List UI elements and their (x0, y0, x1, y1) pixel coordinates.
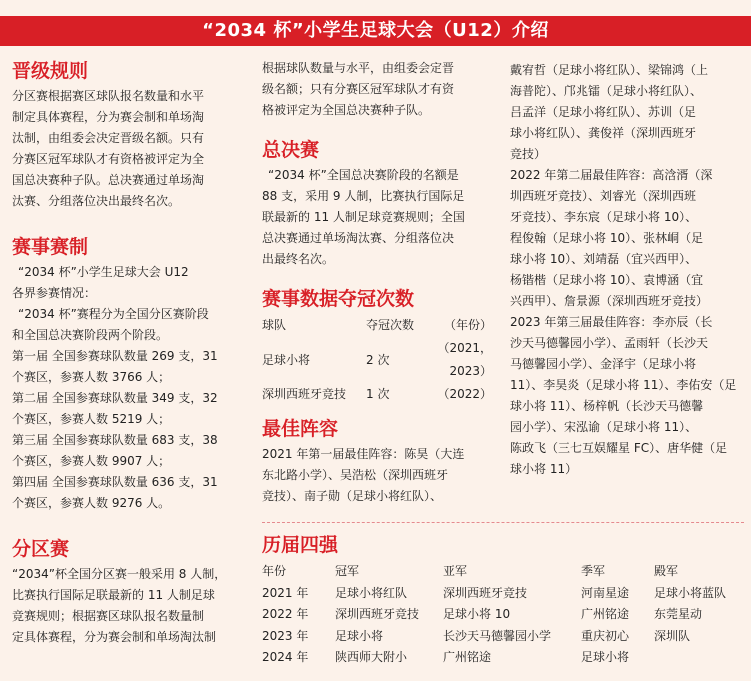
stats-table (262, 314, 492, 406)
best-line: 园小学）、宋泓谕（足球小将 11）、 (510, 420, 698, 434)
best-line: 牙竞技）、李东宸（足球小将 10）、 (510, 210, 698, 224)
section-promotion (12, 58, 244, 212)
table-cell: 足球小将 (262, 352, 311, 367)
division-line: 级名额；只有分赛区冠军球队才有资 (262, 82, 455, 96)
page-title: “2034 杯”小学生足球大会（U12）介绍 (202, 20, 549, 41)
section-top4 (262, 532, 744, 668)
edition-item (12, 388, 244, 430)
promotion-line: 制定具体赛程，分为赛会制和单场淘 (12, 110, 205, 124)
best-line: 2023 年第三届最佳阵容：李亦辰（长 (510, 315, 713, 329)
best-line: 竞技）、南子勋（足球小将红队）、 (262, 489, 443, 503)
finals-line: 88 支，采用 9 人制，比赛执行国际足 (262, 189, 465, 203)
edition-line: 第一届 全国参赛球队数量 269 支，31 (12, 349, 218, 363)
column-middle (262, 58, 492, 507)
edition-item (12, 346, 244, 388)
edition-item (12, 472, 244, 514)
best-line: 东北路小学）、吴浩松（深圳西班牙 (262, 468, 449, 482)
division-line: 格被评定为全国总决赛种子队。 (262, 103, 431, 117)
best-line: 2021 年第一届最佳阵容：陈昊（大连 (262, 447, 465, 461)
section-finals (262, 137, 492, 270)
edition-line: 第二届 全国参赛球队数量 349 支，32 (12, 391, 218, 405)
best-line: 杨锴楷（足球小将 10）、袁博涵（宜 (510, 273, 704, 287)
best-line: 竞技） (510, 147, 547, 161)
stats-heading: 赛事数据夺冠次数 (262, 288, 415, 310)
format-intro-line: 各界参赛情况： (12, 286, 97, 300)
table-cell: 河南星途 (581, 585, 630, 600)
format-stage-line: 和全国总决赛阶段两个阶段。 (12, 328, 169, 342)
promotion-line: 分赛区冠军球队才有资格被评定为全 (12, 152, 205, 166)
finals-line: 总决赛通过单场淘汰赛、分组落位决 (262, 231, 455, 245)
table-cell: 重庆初心 (581, 628, 630, 643)
edition-line: 个赛区，参赛人数 9907 人； (12, 454, 171, 468)
section-divider (262, 522, 744, 523)
finals-line: 联最新的 11 人制足球竞赛规则；全国 (262, 210, 465, 224)
table-header: 殿军 (654, 564, 679, 579)
table-cell: 深圳西班牙竞技 (262, 387, 347, 401)
best-line: 球小将 11） (510, 462, 578, 476)
top4-heading: 历届四强 (262, 534, 339, 556)
division-line: 竞赛规则；根据赛区球队报名数量制 (12, 609, 205, 623)
table-cell: 足球小将 (335, 628, 384, 643)
table-cell: 2 次 (366, 352, 390, 367)
table-header: 冠军 (335, 564, 360, 579)
promotion-line: 汰赛、分组落位决出最终名次。 (12, 194, 181, 208)
division-heading: 分区赛 (12, 538, 70, 560)
best-line: 吕孟洋（足球小将红队）、苏训（足 (510, 105, 697, 119)
edition-line: 第三届 全国参赛球队数量 683 支，38 (12, 433, 218, 447)
title-banner (0, 0, 751, 54)
section-format (12, 234, 244, 514)
table-header-row (262, 560, 742, 582)
table-cell: 2023 年 (262, 628, 309, 643)
table-header: 季军 (581, 564, 606, 579)
edition-line: 个赛区，参赛人数 3766 人； (12, 370, 171, 384)
best-line: 11）、李昊炎（足球小将 11）、李佑安（足 (510, 378, 737, 392)
table-cell: 2021 年 (262, 585, 309, 600)
best-line: 圳西班牙竞技）、刘睿光（深圳西班 (510, 189, 697, 203)
table-cell: 足球小将 (581, 650, 630, 665)
table-row (262, 337, 492, 383)
best-line: 2022 年第二届最佳阵容：高浛湑（深 (510, 168, 713, 182)
edition-line: 第四届 全国参赛球队数量 636 支，31 (12, 475, 218, 489)
table-header: 亚军 (443, 564, 468, 579)
table-cell: 足球小将红队 (335, 585, 408, 600)
best-heading: 最佳阵容 (262, 418, 339, 440)
table-cell: 东莞星动 (654, 607, 703, 622)
table-row (262, 625, 742, 647)
column-right (510, 60, 742, 480)
best-line: 沙天马德馨园小学）、孟雨轩（长沙天 (510, 336, 709, 350)
table-cell (654, 646, 742, 668)
finals-heading: 总决赛 (262, 139, 320, 161)
promotion-heading: 晋级规则 (12, 60, 89, 82)
column-left (12, 58, 244, 648)
table-cell: 陕西师大附小 (335, 650, 408, 665)
table-cell: 深圳西班牙竞技 (335, 607, 420, 622)
table-row (262, 646, 742, 668)
top4-table (262, 560, 742, 668)
table-header-row (262, 314, 492, 337)
best-line: 陈政飞（三七互娱耀星 FC）、唐华健（足 (510, 441, 728, 455)
edition-item (12, 430, 244, 472)
table-row (262, 603, 742, 625)
best-line: 球小将 11）、杨梓帆（长沙天马德馨 (510, 399, 704, 413)
table-cell: 1 次 (366, 387, 390, 401)
division-line: 比赛执行国际足联最新的 11 人制足球 (12, 588, 215, 602)
table-header: （年份） (443, 318, 492, 332)
best-line: 程俊翰（足球小将 10）、张林峒（足 (510, 231, 704, 245)
table-cell: 长沙天马德馨园小学 (443, 628, 552, 643)
table-cell: （2022） (437, 387, 492, 401)
format-heading: 赛事赛制 (12, 236, 89, 258)
table-cell: 2022 年 (262, 607, 309, 622)
edition-line: 个赛区，参赛人数 9276 人。 (12, 496, 171, 510)
table-row (262, 383, 492, 406)
table-cell: 深圳队 (654, 628, 691, 643)
table-cell: 广州铭途 (443, 650, 492, 665)
table-cell: 足球小将 10 (443, 607, 511, 622)
best-line: 兴西甲）、詹景源（深圳西班牙竞技） (510, 294, 709, 308)
table-cell: 深圳西班牙竞技 (443, 585, 528, 600)
best-line: 海普陀）、邝兆镭（足球小将红队）、 (510, 84, 703, 98)
division-line: “2034”杯全国分区赛一般采用 8 人制， (12, 567, 227, 581)
edition-line: 个赛区，参赛人数 5219 人； (12, 412, 171, 426)
section-stats (262, 286, 492, 406)
table-header: 年份 (262, 564, 287, 579)
table-header: 夺冠次数 (366, 318, 415, 332)
division-line: 根据球队数量与水平，由组委会定晋 (262, 61, 455, 75)
format-intro-line: “2034 杯”小学生足球大会 U12 (18, 265, 189, 279)
best-line: 马德馨园小学）、金泽宇（足球小将 (510, 357, 697, 371)
finals-line: 出最终名次。 (262, 252, 335, 266)
promotion-line: 国总决赛种子队。总决赛通过单场淘 (12, 173, 205, 187)
division-line: 定具体赛程，分为赛会制和单场淘汰制 (12, 630, 217, 644)
section-best (262, 416, 492, 507)
format-stage-line: “2034 杯”赛程分为全国分区赛阶段 (18, 307, 209, 321)
finals-line: “2034 杯”全国总决赛阶段的名额是 (268, 168, 459, 182)
best-line: 球小将 10）、刘靖磊（宜兴西甲）、 (510, 252, 698, 266)
table-header: 球队 (262, 318, 287, 332)
table-row (262, 582, 742, 604)
division-continued (262, 58, 492, 121)
table-cell: 广州铭途 (581, 607, 630, 622)
table-cell: （2021，2023） (437, 341, 492, 378)
table-cell: 2024 年 (262, 650, 309, 665)
best-line: 戴宥哲（足球小将红队）、梁锦鸿（上 (510, 63, 709, 77)
promotion-line: 汰制，由组委会决定晋级名额。只有 (12, 131, 205, 145)
table-cell: 足球小将蓝队 (654, 585, 727, 600)
section-division (12, 536, 244, 648)
promotion-line: 分区赛根据赛区球队报名数量和水平 (12, 89, 205, 103)
best-line: 球小将红队）、龚俊祥（深圳西班牙 (510, 126, 697, 140)
